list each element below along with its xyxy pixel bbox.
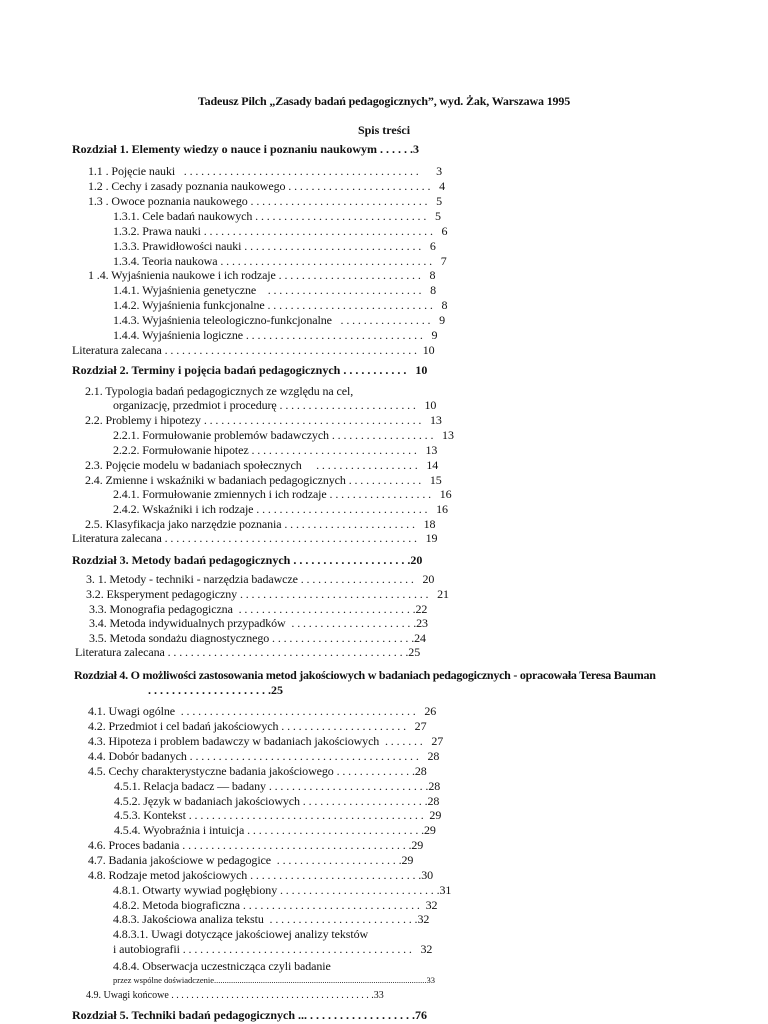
toc-entry: 4.7. Badania jakościowe w pedagogice . . . . . . . . . . . . . . . . . . . . . .29 — [88, 853, 414, 867]
toc-entry: 1.3 . Owoce poznania naukowego . . . . . . . . . . . . . . . . . . . . . . . . . . . . . . . 5 — [88, 194, 443, 208]
chapter-heading: Rozdział 2. Terminy i pojęcia badań pedagogicznych . . . . . . . . . . . 10 — [72, 363, 428, 377]
toc-entry: 3.2. Eksperyment pedagogiczny . . . . . . . . . . . . . . . . . . . . . . . . . . . . . . . . . 21 — [86, 587, 449, 601]
contents-heading: Spis treści — [357, 123, 411, 137]
toc-subentry: 1.4.1. Wyjaśnienia genetyczne . . . . . . . . . . . . . . . . . . . . . . . . . . . 8 — [113, 283, 437, 297]
toc-entry: 3.5. Metoda sondażu diagnostycznego . . . . . . . . . . . . . . . . . . . . . . . . .24 — [89, 631, 426, 645]
toc-subentry: 1.4.3. Wyjaśnienia teleologiczno-funkcjonalne . . . . . . . . . . . . . . . . 9 — [113, 313, 446, 327]
toc-subentry: 4.8.4. Obserwacja uczestnicząca czyli badanie — [113, 959, 331, 973]
toc-entry: 2.2. Problemy i hipotezy . . . . . . . . . . . . . . . . . . . . . . . . . . . . . . . . . . . . . . 13 — [85, 413, 442, 427]
toc-entry: 1.2 . Cechy i zasady poznania naukowego . . . . . . . . . . . . . . . . . . . . . . . . . 4 — [88, 179, 445, 193]
toc-entry: 1 .4. Wyjaśnienia naukowe i ich rodzaje . . . . . . . . . . . . . . . . . . . . . . . . . 8 — [88, 268, 436, 282]
toc-subentry: 4.8.2. Metoda biograficzna . . . . . . . . . . . . . . . . . . . . . . . . . . . . . . . 32 — [113, 898, 438, 912]
toc-entry: 2.5. Klasyfikacja jako narzędzie poznania . . . . . . . . . . . . . . . . . . . . . . . 18 — [85, 517, 436, 531]
toc-entry: 2.4. Zmienne i wskaźniki w badaniach pedagogicznych . . . . . . . . . . . . . 15 — [85, 473, 442, 487]
toc-entry: 4.9. Uwagi końcowe . . . . . . . . . . . . . . . . . . . . . . . . . . . . . . . . . . . . . . . . .33 — [86, 990, 384, 1001]
toc-entry: 4.3. Hipoteza i problem badawczy w badaniach jakościowych . . . . . . . 27 — [88, 734, 444, 748]
toc-entry: 4.4. Dobór badanych . . . . . . . . . . . . . . . . . . . . . . . . . . . . . . . . . . . . . . . . 28 — [88, 749, 440, 763]
toc-subentry: 4.8.3.1. Uwagi dotyczące jakościowej analizy tekstów — [113, 927, 369, 941]
toc-subentry: 1.3.3. Prawidłowości nauki . . . . . . . . . . . . . . . . . . . . . . . . . . . . . . . 6 — [113, 239, 436, 253]
recommended-reading-entry: Literatura zalecana . . . . . . . . . . . . . . . . . . . . . . . . . . . . . . . . . . . . . . . . . .25 — [75, 645, 421, 659]
toc-subentry: 1.4.4. Wyjaśnienia logiczne . . . . . . . . . . . . . . . . . . . . . . . . . . . . . . . 9 — [113, 328, 438, 342]
chapter-heading: Rozdział 4. O możliwości zastosowania metod jakościowych w badaniach pedagogicznych - opracowała Teresa Bauman — [74, 668, 656, 682]
toc-subentry: 4.5.1. Relacja badacz — badany . . . . . . . . . . . . . . . . . . . . . . . . . . . .28 — [114, 779, 441, 793]
toc-subentry: 4.8.3. Jakościowa analiza tekstu . . . . . . . . . . . . . . . . . . . . . . . . . .32 — [113, 912, 430, 926]
recommended-reading-entry: Literatura zalecana . . . . . . . . . . . . . . . . . . . . . . . . . . . . . . . . . . . . . . . . . . . . 10 — [72, 343, 435, 357]
toc-subentry: 4.5.3. Kontekst . . . . . . . . . . . . . . . . . . . . . . . . . . . . . . . . . . . . . . . . . 29 — [114, 808, 442, 822]
toc-subentry: 4.8.1. Otwarty wywiad pogłębiony . . . . . . . . . . . . . . . . . . . . . . . . . . . .31 — [113, 883, 452, 897]
toc-subentry: 1.3.1. Cele badań naukowych . . . . . . . . . . . . . . . . . . . . . . . . . . . . . . 5 — [113, 209, 441, 223]
toc-entry-continuation: organizację, przedmiot i procedurę . . . . . . . . . . . . . . . . . . . . . . . . 10 — [113, 398, 437, 412]
toc-entry: 3.3. Monografia pedagogiczna . . . . . . . . . . . . . . . . . . . . . . . . . . . . . . .22 — [89, 602, 428, 616]
toc-entry: 2.1. Typologia badań pedagogicznych ze względu na cel, — [85, 384, 354, 398]
chapter-heading-leader: . . . . . . . . . . . . . . . . . . . . .25 — [148, 683, 283, 697]
toc-entry: 4.8. Rodzaje metod jakościowych . . . . . . . . . . . . . . . . . . . . . . . . . . . . . .30 — [88, 868, 433, 882]
toc-entry: 3. 1. Metody - techniki - narzędzia badawcze . . . . . . . . . . . . . . . . . . . . 20 — [86, 572, 435, 586]
toc-entry-continuation: i autobiografii . . . . . . . . . . . . . . . . . . . . . . . . . . . . . . . . . . . . . . . . 32 — [113, 942, 433, 956]
toc-subentry: 2.4.1. Formułowanie zmiennych i ich rodzaje . . . . . . . . . . . . . . . . . . 16 — [113, 487, 452, 501]
toc-entry: 3.4. Metoda indywidualnych przypadków . . . . . . . . . . . . . . . . . . . . . .23 — [89, 616, 428, 630]
recommended-reading-entry: Literatura zalecana . . . . . . . . . . . . . . . . . . . . . . . . . . . . . . . . . . . . . . . . . . . . 19 — [72, 531, 438, 545]
toc-entry: 4.1. Uwagi ogólne . . . . . . . . . . . . . . . . . . . . . . . . . . . . . . . . . . . . . . . . . 26 — [88, 704, 437, 718]
toc-entry: 1.1 . Pojęcie nauki . . . . . . . . . . . . . . . . . . . . . . . . . . . . . . . . . . . . . . . . . 3 — [88, 164, 442, 178]
toc-entry: 2.3. Pojęcie modelu w badaniach społecznych . . . . . . . . . . . . . . . . . . 14 — [85, 458, 439, 472]
toc-subentry: 1.4.2. Wyjaśnienia funkcjonalne . . . . . . . . . . . . . . . . . . . . . . . . . . . . . 8 — [113, 298, 448, 312]
toc-subentry: 4.5.4. Wyobraźnia i intuicja . . . . . . . . . . . . . . . . . . . . . . . . . . . . . . .29 — [114, 823, 436, 837]
toc-subentry: 1.3.2. Prawa nauki . . . . . . . . . . . . . . . . . . . . . . . . . . . . . . . . . . . . . . . . 6 — [113, 224, 448, 238]
chapter-heading: Rozdział 3. Metody badań pedagogicznych . . . . . . . . . . . . . . . . . . . .20 — [72, 553, 423, 567]
toc-subentry: 2.4.2. Wskaźniki i ich rodzaje . . . . . . . . . . . . . . . . . . . . . . . . . . . . . . 16 — [113, 502, 448, 516]
toc-subentry: 2.2.2. Formułowanie hipotez . . . . . . . . . . . . . . . . . . . . . . . . . . . . . 13 — [113, 443, 438, 457]
toc-subentry: 4.5.2. Język w badaniach jakościowych . . . . . . . . . . . . . . . . . . . . . .28 — [114, 794, 440, 808]
chapter-heading: Rozdział 1. Elementy wiedzy o nauce i poznaniu naukowym . . . . . .3 — [72, 142, 420, 156]
toc-entry: 4.6. Proces badania . . . . . . . . . . . . . . . . . . . . . . . . . . . . . . . . . . . . . . . .29 — [88, 838, 424, 852]
chapter-heading: Rozdział 5. Techniki badań pedagogicznych ... . . . . . . . . . . . . . . . . . .76 — [72, 1008, 428, 1022]
toc-subentry: 1.3.4. Teoria naukowa . . . . . . . . . . . . . . . . . . . . . . . . . . . . . . . . . . . . . 7 — [113, 254, 447, 268]
toc-entry-continuation: przez wspólne doświadczenie....................................................................................................33 — [113, 975, 436, 985]
document-title: Tadeusz Pilch „Zasady badań pedagogicznych”, wyd. Żak, Warszawa 1995 — [197, 94, 571, 108]
toc-entry: 4.2. Przedmiot i cel badań jakościowych . . . . . . . . . . . . . . . . . . . . . . 27 — [88, 719, 427, 733]
toc-subentry: 2.2.1. Formułowanie problemów badawczych . . . . . . . . . . . . . . . . . . 13 — [113, 428, 454, 442]
toc-entry: 4.5. Cechy charakterystyczne badania jakościowego . . . . . . . . . . . . . .28 — [88, 764, 427, 778]
